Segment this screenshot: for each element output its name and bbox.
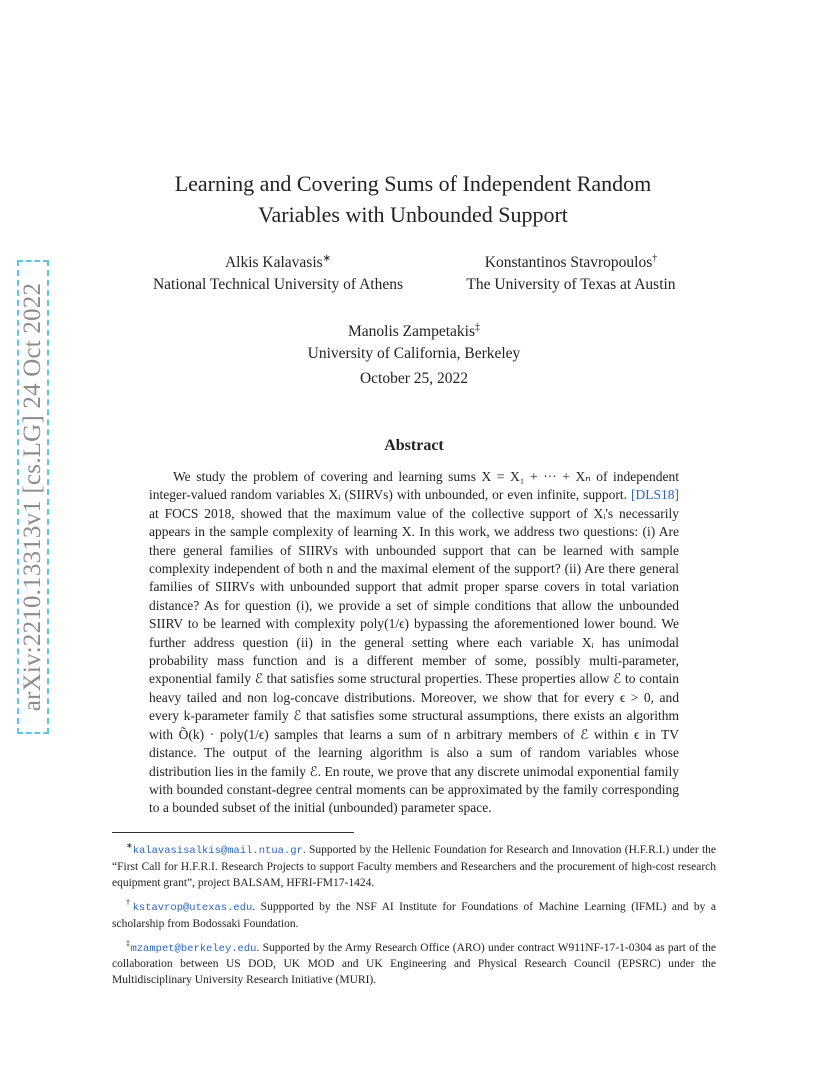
footnote-mark: ‡ [126,938,131,948]
author-mark: ∗ [322,253,332,264]
author-name: Manolis Zampetakis [348,323,475,341]
footnote-3 [112,936,716,989]
abstract-heading: Abstract [384,437,444,454]
author-mark: † [652,253,658,264]
footnote-text: . Supported by the Army Research Office (ARO) under contract W911NF-17-1-0304 as part of the collaboration between US DOD, UK MOD and UK Engineering and Physical Research Council (EPSRC) under the Multidisciplinary University Research Initiative (MURI). [112,941,717,987]
abstract-text-1: We study the problem of covering and learning sums X = X₁ + ··· + Xₙ of independent integer-valued random variables Xᵢ (SIIRVs) with unbounded, or even infinite, support. [149,469,679,503]
footnote-mark: ∗ [126,841,133,850]
footnote-text: . Suppported by the NSF AI Institute for Foundations of Machine Learning (IFML) and by a scholarship from Bodossaki Foundation. [112,900,716,930]
footnote-text: . Supported by the Hellenic Foundation for Research and Innovation (H.F.R.I.) under the “First Call for H.F.R.I. Research Projects to support Faculty members and Researchers and the procurement of high-cost research equipment grant”, project BALSAM, HFRI-FM17-1424. [112,843,716,889]
footnote-1 [112,838,716,891]
footnote-mark: † [126,897,133,907]
email-link[interactable]: kalavasisalkis@mail.ntua.gr [132,844,303,857]
author-affiliation: University of California, Berkeley [307,345,521,363]
title-line-2: Variables with Unbounded Support [258,202,568,227]
author-block-3 [264,317,564,365]
abstract-text-2: at FOCS 2018, showed that the maximum value of the collective support of Xᵢ's necessarily appears in the sample complexity of learning X. In this work, we address two questions: (i) Are there general families of SIIRVs with unbounded support that can be learned with sample complexity independent of both n and the maximal element of the support? (ii) Are there general families of SIIRVs with unbounded support that admit proper sparse covers in total variation distance? As for question (i), we provide a set of simple conditions that allow the unbounded SIIRV to be learned with complexity poly(1/ϵ) bypassing the aforementioned lower bound. We further address question (ii) in the general setting where each variable Xᵢ has unimodal probability mass function and is a different member of some, possibly multi-parameter, exponential family ℰ that satisfies some structural properties. These properties allow ℰ to contain heavy tailed and non log-concave distributions. Moreover, we show that for every ϵ > 0, and every k-parameter family ℰ that satisfies some structural assumptions, there exists an algorithm with Õ(k) · poly(1/ϵ) samples that learns a sum of n arbitrary members of ℰ within ϵ in TV distance. The output of the learning algorithm is also a sum of random variables whose distribution lies in the family ℰ. En route, we prove that any discrete unimodal exponential family with bounded constant-degree central moments can be approximated by the family corresponding to a bounded subset of the initial (unbounded) parameter space. [149,505,679,816]
footnote-2 [112,895,716,932]
title-line-1: Learning and Covering Sums of Independent Random [174,171,652,196]
author-block-1 [130,248,426,296]
arxiv-side-banner[interactable] [17,260,49,734]
author-block-2 [430,248,712,296]
author-mark: ‡ [475,322,480,333]
footnote-rule [112,832,354,833]
footnotes [112,838,716,992]
author-name: Konstantinos Stavropoulos [484,254,653,272]
abstract-body [149,468,679,818]
paper-title [110,168,716,230]
email-link[interactable]: mzampet@berkeley.edu [130,942,257,955]
email-link[interactable]: kstavrop@utexas.edu [132,901,253,914]
arxiv-identifier: arXiv:2210.13313v1 [cs.LG] 24 Oct 2022 [19,282,46,712]
author-affiliation: National Technical University of Athens [152,276,403,294]
author-name: Alkis Kalavasis [224,254,323,272]
author-affiliation: The University of Texas at Austin [466,276,676,294]
paper-date: October 25, 2022 [359,370,469,387]
citation-link-dls18[interactable]: [DLS18] [631,487,679,503]
